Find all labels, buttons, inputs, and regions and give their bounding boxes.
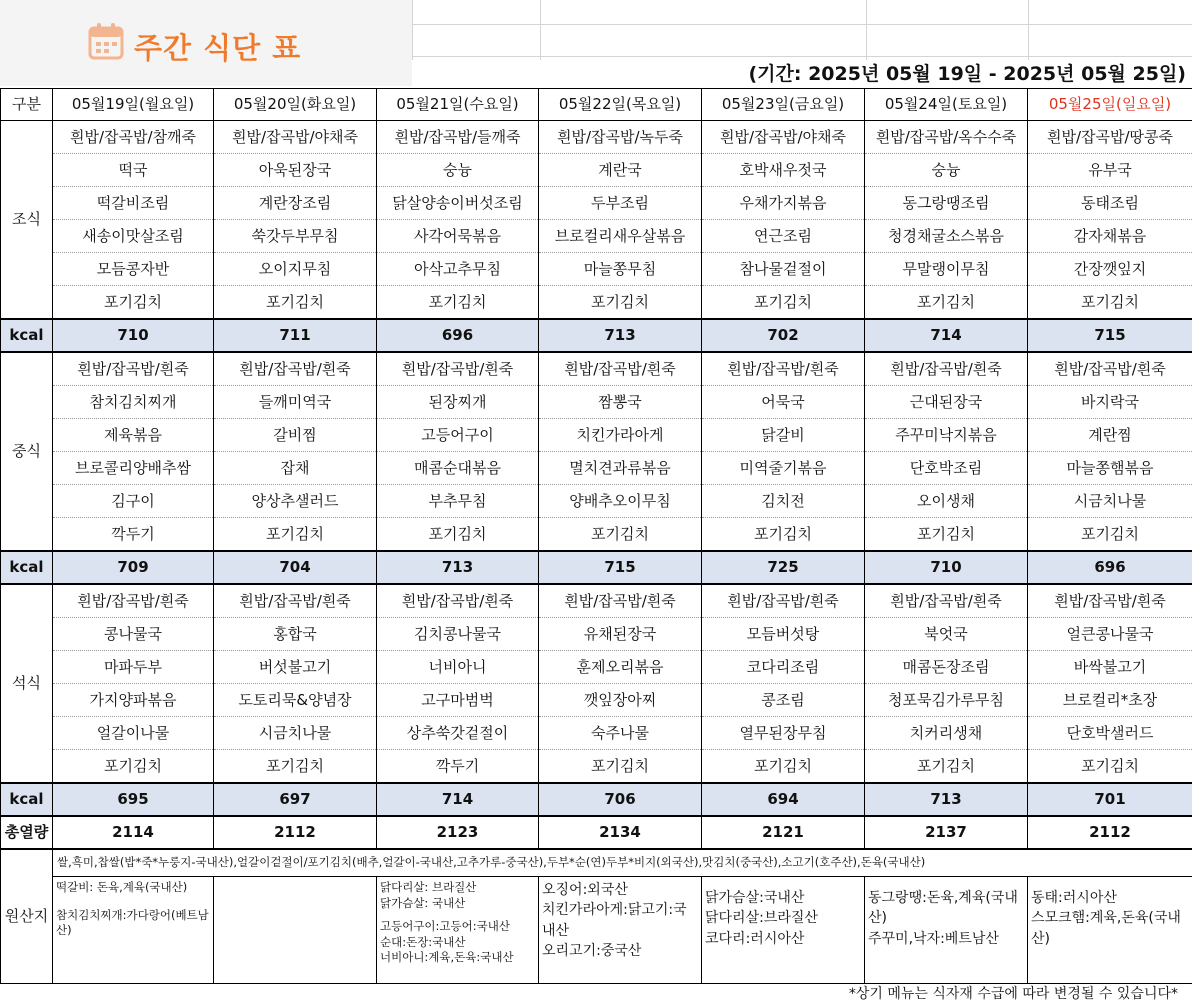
menu-item: 어묵국 <box>702 386 865 419</box>
menu-item: 브로콜리양배추쌈 <box>53 452 214 485</box>
menu-item: 닭살양송이버섯조림 <box>377 187 539 220</box>
menu-row <box>1 187 1192 220</box>
title-banner <box>0 0 412 86</box>
menu-item: 우채가지볶음 <box>702 187 865 220</box>
kcal-value: 714 <box>865 319 1028 352</box>
spacer <box>380 911 535 919</box>
menu-item: 된장찌개 <box>377 386 539 419</box>
kcal-value: 725 <box>702 551 865 584</box>
menu-row <box>1 618 1192 651</box>
menu-item: 포기김치 <box>865 518 1028 552</box>
menu-item: 흰밥/잡곡밥/참깨죽 <box>53 121 214 154</box>
menu-item: 두부조림 <box>539 187 702 220</box>
menu-item: 포기김치 <box>1028 750 1192 784</box>
menu-item: 고등어구이 <box>377 419 539 452</box>
menu-row <box>1 154 1192 187</box>
origin-line: 너비아니:계육,돈육:국내산 <box>380 950 514 965</box>
total-value: 2134 <box>539 816 702 849</box>
kcal-row <box>1 783 1192 816</box>
menu-item: 양상추샐러드 <box>214 485 377 518</box>
menu-item: 잡채 <box>214 452 377 485</box>
menu-item: 가지양파볶음 <box>53 684 214 717</box>
menu-item: 콩조림 <box>702 684 865 717</box>
menu-row <box>1 452 1192 485</box>
menu-item: 포기김치 <box>702 286 865 320</box>
menu-item: 홍합국 <box>214 618 377 651</box>
menu-item: 포기김치 <box>702 518 865 552</box>
menu-item: 흰밥/잡곡밥/들깨죽 <box>377 121 539 154</box>
menu-item: 감자채볶음 <box>1028 220 1192 253</box>
menu-item: 계란찜 <box>1028 419 1192 452</box>
menu-item: 포기김치 <box>1028 286 1192 320</box>
origin-cell <box>539 877 702 984</box>
origin-line: 오리고기:중국산 <box>542 942 642 959</box>
kcal-value: 709 <box>53 551 214 584</box>
menu-item: 북엇국 <box>865 618 1028 651</box>
menu-item: 숭늉 <box>865 154 1028 187</box>
origin-line: 닭다리살: 브라질산 <box>380 880 477 894</box>
day-header: 05월24일(토요일) <box>865 89 1028 121</box>
kcal-value: 706 <box>539 783 702 816</box>
menu-item: 무말랭이무침 <box>865 253 1028 286</box>
menu-item: 흰밥/잡곡밥/흰죽 <box>539 352 702 386</box>
kcal-value: 713 <box>539 319 702 352</box>
menu-item: 흰밥/잡곡밥/흰죽 <box>1028 584 1192 618</box>
kcal-row <box>1 551 1192 584</box>
menu-item: 들깨미역국 <box>214 386 377 419</box>
menu-item: 청포묵김가루무침 <box>865 684 1028 717</box>
menu-item: 흰밥/잡곡밥/흰죽 <box>1028 352 1192 386</box>
kcal-value: 710 <box>53 319 214 352</box>
menu-item: 코다리조림 <box>702 651 865 684</box>
origin-line: 스모크햄:계육,돈육(국내산) <box>1031 910 1181 947</box>
menu-item: 바싹불고기 <box>1028 651 1192 684</box>
spacer <box>868 880 1024 888</box>
kcal-row <box>1 319 1192 352</box>
menu-item: 사각어묵볶음 <box>377 220 539 253</box>
menu-item: 브로컬리*초장 <box>1028 684 1192 717</box>
menu-item: 단호박조림 <box>865 452 1028 485</box>
menu-row <box>1 419 1192 452</box>
menu-item: 포기김치 <box>865 286 1028 320</box>
menu-row <box>1 684 1192 717</box>
menu-item: 미역줄기볶음 <box>702 452 865 485</box>
header-row <box>1 89 1192 121</box>
menu-item: 깍두기 <box>377 750 539 784</box>
kcal-value: 695 <box>53 783 214 816</box>
menu-item: 포기김치 <box>865 750 1028 784</box>
menu-item: 유채된장국 <box>539 618 702 651</box>
origin-cell <box>865 877 1028 984</box>
kcal-value: 715 <box>1028 319 1192 352</box>
menu-item: 근대된장국 <box>865 386 1028 419</box>
menu-item: 열무된장무침 <box>702 717 865 750</box>
total-value: 2112 <box>1028 816 1192 849</box>
menu-item: 상추쑥갓겉절이 <box>377 717 539 750</box>
kcal-label: kcal <box>1 783 53 816</box>
menu-item: 브로컬리새우살볶음 <box>539 220 702 253</box>
kcal-value: 715 <box>539 551 702 584</box>
total-row <box>1 816 1192 849</box>
menu-item: 치커리생채 <box>865 717 1028 750</box>
origin-line: 닭가슴살: 국내산 <box>380 895 466 910</box>
kcal-value: 710 <box>865 551 1028 584</box>
origin-line: 순대:돈장:국내산 <box>380 934 466 949</box>
menu-item: 아삭고추무침 <box>377 253 539 286</box>
origin-line: 주꾸미,낙자:베트남산 <box>868 930 999 947</box>
origin-cell <box>53 877 214 984</box>
menu-item: 단호박샐러드 <box>1028 717 1192 750</box>
menu-item: 동그랑땡조림 <box>865 187 1028 220</box>
origin-common: 쌀,흑미,찹쌀(밥*죽*누룽지-국내산),얼갈이겉절이/포기김치(배추,얼갈이-국내산,고추가루-중국산),두부*순(연)두부*비지(외국산),맛김치(중국산),소고기(호주산),돈육(국내산) <box>53 849 1192 877</box>
menu-item: 흰밥/잡곡밥/흰죽 <box>53 352 214 386</box>
menu-item: 계란장조림 <box>214 187 377 220</box>
menu-item: 흰밥/잡곡밥/흰죽 <box>214 584 377 618</box>
origin-line: 닭다리살:브라질산 <box>705 910 818 927</box>
menu-item: 포기김치 <box>377 518 539 552</box>
day-header: 05월21일(수요일) <box>377 89 539 121</box>
menu-item: 새송이맛살조림 <box>53 220 214 253</box>
menu-item: 아욱된장국 <box>214 154 377 187</box>
spacer <box>705 880 861 888</box>
menu-row <box>1 253 1192 286</box>
menu-item: 떡국 <box>53 154 214 187</box>
menu-item: 매콤순대볶음 <box>377 452 539 485</box>
kcal-value: 704 <box>214 551 377 584</box>
kcal-label: kcal <box>1 319 53 352</box>
total-label: 총열량 <box>1 816 53 849</box>
day-header: 05월25일(일요일) <box>1028 89 1192 121</box>
kcal-value: 713 <box>377 551 539 584</box>
menu-item: 쑥갓두부무침 <box>214 220 377 253</box>
day-header: 05월22일(목요일) <box>539 89 702 121</box>
menu-item: 흰밥/잡곡밥/흰죽 <box>865 584 1028 618</box>
origin-detail-row <box>1 877 1192 984</box>
menu-item: 짬뽕국 <box>539 386 702 419</box>
origin-line: 참치김치찌개:가다랑어(베트남산) <box>56 907 209 938</box>
menu-item: 떡갈비조림 <box>53 187 214 220</box>
kcal-value: 701 <box>1028 783 1192 816</box>
menu-item: 숙주나물 <box>539 717 702 750</box>
menu-item: 시금치나물 <box>214 717 377 750</box>
menu-item: 닭갈비 <box>702 419 865 452</box>
menu-item: 포기김치 <box>53 750 214 784</box>
menu-item: 숭늉 <box>377 154 539 187</box>
day-header: 05월20일(화요일) <box>214 89 377 121</box>
menu-item: 포기김치 <box>214 518 377 552</box>
origin-line: 떡갈비: 돈육,계육(국내산) <box>56 880 188 894</box>
menu-item: 마파두부 <box>53 651 214 684</box>
origin-cell <box>377 877 539 984</box>
origin-line: 치킨가라아게:닭고기:국내산 <box>542 902 687 939</box>
kcal-value: 694 <box>702 783 865 816</box>
period-label: (기간: 2025년 05월 19일 - 2025년 05월 25일) <box>748 63 1186 85</box>
menu-item: 흰밥/잡곡밥/야채죽 <box>702 121 865 154</box>
menu-item: 흰밥/잡곡밥/옥수수죽 <box>865 121 1028 154</box>
meal-label: 석식 <box>1 584 53 783</box>
total-value: 2123 <box>377 816 539 849</box>
header-label: 구분 <box>1 89 53 121</box>
menu-item: 흰밥/잡곡밥/흰죽 <box>702 352 865 386</box>
menu-row <box>1 352 1192 386</box>
origin-cell <box>1028 877 1192 984</box>
menu-item: 오이지무침 <box>214 253 377 286</box>
menu-row <box>1 518 1192 552</box>
menu-item: 멸치견과류볶음 <box>539 452 702 485</box>
menu-item: 청경채굴소스볶음 <box>865 220 1028 253</box>
menu-item: 흰밥/잡곡밥/흰죽 <box>377 352 539 386</box>
kcal-value: 696 <box>377 319 539 352</box>
menu-row <box>1 485 1192 518</box>
menu-item: 버섯불고기 <box>214 651 377 684</box>
menu-row <box>1 651 1192 684</box>
meal-label: 조식 <box>1 121 53 320</box>
page-title: 주간 식단 표 <box>134 31 302 65</box>
kcal-label: kcal <box>1 551 53 584</box>
spacer <box>1031 880 1189 888</box>
menu-item: 유부국 <box>1028 154 1192 187</box>
menu-item: 제육볶음 <box>53 419 214 452</box>
menu-item: 포기김치 <box>1028 518 1192 552</box>
menu-item: 치킨가라아게 <box>539 419 702 452</box>
origin-common-row <box>1 849 1192 877</box>
kcal-value: 713 <box>865 783 1028 816</box>
menu-item: 포기김치 <box>214 750 377 784</box>
menu-item: 참나물겉절이 <box>702 253 865 286</box>
menu-item: 양배추오이무침 <box>539 485 702 518</box>
origin-line: 코다리:러시아산 <box>705 930 805 947</box>
menu-item: 참치김치찌개 <box>53 386 214 419</box>
origin-line: 오징어:외국산 <box>542 882 628 898</box>
menu-item: 마늘쫑무침 <box>539 253 702 286</box>
menu-item: 깻잎장아찌 <box>539 684 702 717</box>
menu-item: 흰밥/잡곡밥/땅콩죽 <box>1028 121 1192 154</box>
menu-row <box>1 220 1192 253</box>
menu-item: 흰밥/잡곡밥/흰죽 <box>865 352 1028 386</box>
total-value: 2112 <box>214 816 377 849</box>
menu-item: 시금치나물 <box>1028 485 1192 518</box>
kcal-value: 711 <box>214 319 377 352</box>
menu-row <box>1 386 1192 419</box>
day-header: 05월19일(월요일) <box>53 89 214 121</box>
menu-item: 고구마범벅 <box>377 684 539 717</box>
menu-item: 포기김치 <box>214 286 377 320</box>
calendar-icon <box>88 22 124 60</box>
menu-item: 포기김치 <box>377 286 539 320</box>
menu-item: 마늘쫑햄볶음 <box>1028 452 1192 485</box>
total-value: 2121 <box>702 816 865 849</box>
menu-item: 깍두기 <box>53 518 214 552</box>
menu-row <box>1 750 1192 784</box>
menu-item: 흰밥/잡곡밥/흰죽 <box>214 352 377 386</box>
menu-item: 도토리묵&양념장 <box>214 684 377 717</box>
menu-item: 얼갈이나물 <box>53 717 214 750</box>
menu-item: 흰밥/잡곡밥/녹두죽 <box>539 121 702 154</box>
origin-cell <box>702 877 865 984</box>
menu-row <box>1 717 1192 750</box>
origin-line: 동그랑땡:돈육,계육(국내산) <box>868 890 1018 927</box>
menu-item: 흰밥/잡곡밥/흰죽 <box>702 584 865 618</box>
menu-item: 갈비찜 <box>214 419 377 452</box>
menu-item: 김구이 <box>53 485 214 518</box>
menu-item: 동태조림 <box>1028 187 1192 220</box>
menu-item: 매콤돈장조림 <box>865 651 1028 684</box>
footnote: *상기 메뉴는 식자재 수급에 따라 변경될 수 있습니다* <box>848 986 1178 1002</box>
menu-item: 너비아니 <box>377 651 539 684</box>
origin-line: 동태:러시아산 <box>1031 890 1117 906</box>
spacer <box>56 896 210 908</box>
meal-label: 중식 <box>1 352 53 551</box>
kcal-value: 696 <box>1028 551 1192 584</box>
menu-item: 바지락국 <box>1028 386 1192 419</box>
day-header: 05월23일(금요일) <box>702 89 865 121</box>
menu-item: 부추무침 <box>377 485 539 518</box>
menu-item: 포기김치 <box>539 750 702 784</box>
kcal-value: 702 <box>702 319 865 352</box>
menu-item: 흰밥/잡곡밥/흰죽 <box>377 584 539 618</box>
menu-item: 흰밥/잡곡밥/야채죽 <box>214 121 377 154</box>
menu-item: 콩나물국 <box>53 618 214 651</box>
menu-item: 훈제오리볶음 <box>539 651 702 684</box>
origin-line: 고등어구이:고등어:국내산 <box>380 919 510 934</box>
sheet-gridlines <box>412 0 1192 60</box>
menu-item: 계란국 <box>539 154 702 187</box>
menu-item: 김치전 <box>702 485 865 518</box>
menu-item: 간장깻잎지 <box>1028 253 1192 286</box>
menu-row <box>1 584 1192 618</box>
origin-cell-empty <box>214 877 377 984</box>
menu-item: 김치콩나물국 <box>377 618 539 651</box>
origin-line: 닭가슴살:국내산 <box>705 890 805 906</box>
menu-item: 포기김치 <box>539 286 702 320</box>
menu-item: 주꾸미낙지볶음 <box>865 419 1028 452</box>
weekly-menu-table <box>0 88 1192 984</box>
menu-item: 오이생채 <box>865 485 1028 518</box>
menu-item: 포기김치 <box>53 286 214 320</box>
menu-item: 얼큰콩나물국 <box>1028 618 1192 651</box>
menu-item: 포기김치 <box>539 518 702 552</box>
menu-item: 포기김치 <box>702 750 865 784</box>
kcal-value: 714 <box>377 783 539 816</box>
total-value: 2114 <box>53 816 214 849</box>
menu-item: 모듬콩자반 <box>53 253 214 286</box>
total-value: 2137 <box>865 816 1028 849</box>
menu-item: 모듬버섯탕 <box>702 618 865 651</box>
menu-item: 호박새우젓국 <box>702 154 865 187</box>
menu-item: 연근조림 <box>702 220 865 253</box>
kcal-value: 697 <box>214 783 377 816</box>
menu-item: 흰밥/잡곡밥/흰죽 <box>53 584 214 618</box>
menu-item: 흰밥/잡곡밥/흰죽 <box>539 584 702 618</box>
origin-label: 원산지 <box>1 849 53 984</box>
menu-row <box>1 121 1192 154</box>
menu-row <box>1 286 1192 320</box>
